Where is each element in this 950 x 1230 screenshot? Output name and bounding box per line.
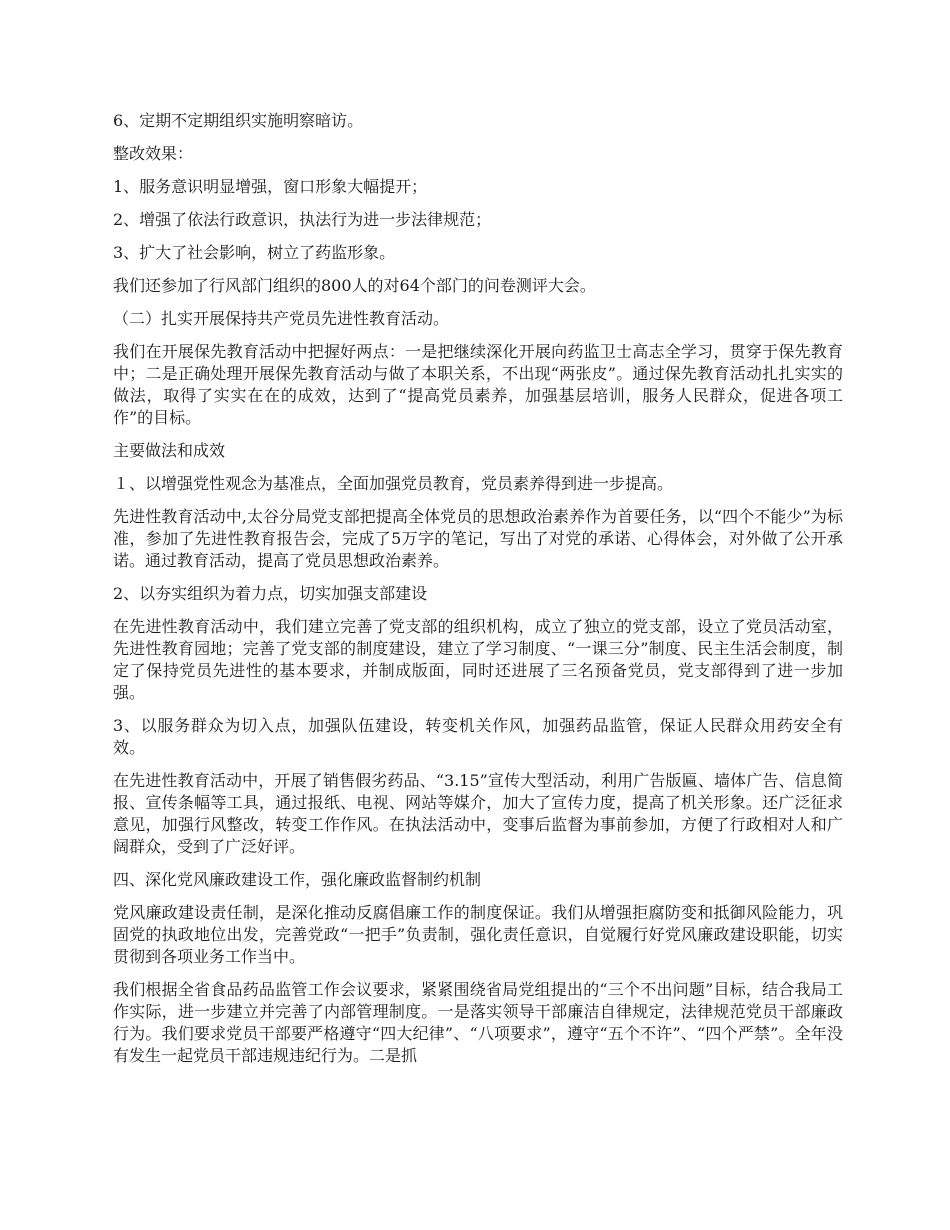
paragraph: 我们还参加了行风部门组织的800人的对64个部门的问卷测评大会。 bbox=[113, 276, 596, 295]
section-heading: 主要做法和成效 bbox=[113, 441, 226, 460]
paragraph: 先进性教育活动中,太谷分局党支部把提高全体党员的思想政治素养作为首要任务，以“四个不能少”为标准，参加了先进性教育报告会，完成了5万字的笔记，写出了对党的承诺、心得体会，对外做了公开承诺。通过教育活动，提高了党员思想政治素养。 bbox=[113, 507, 843, 570]
paragraph: １、以增强党性观念为基准点，全面加强党员教育，党员素养得到进一步提高。 bbox=[113, 474, 674, 493]
paragraph: 党风廉政建设责任制，是深化推动反腐倡廉工作的制度保证。我们从增强拒腐防变和抵御风险能力，巩固党的执政地位出发，完善党政“一把手”负责制，强化责任意识，自觉履行好党风廉政建设职能，切实贯彻到各项业务工作当中。 bbox=[113, 903, 843, 966]
section-heading: 四、深化党风廉政建设工作，强化廉政监督制约机制 bbox=[113, 870, 482, 889]
paragraph: 3、以服务群众为切入点，加强队伍建设，转变机关作风，加强药品监管，保证人民群众用药安全有效。 bbox=[113, 716, 843, 757]
paragraph: 整改效果： bbox=[113, 144, 194, 163]
document-page bbox=[113, 110, 843, 1078]
paragraph: 在先进性教育活动中，我们建立完善了党支部的组织机构，成立了独立的党支部，设立了党员活动室，先进性教育园地；完善了党支部的制度建设，建立了学习制度、“一课三分”制度、民主生活会制度，制定了保持党员先进性的基本要求，并制成版面，同时还进展了三名预备党员，党支部得到了进一步加强。 bbox=[113, 617, 843, 702]
paragraph: 2、增强了依法行政意识，执法行为进一步法律规范； bbox=[113, 210, 492, 229]
paragraph: 我们在开展保先教育活动中把握好两点：一是把继续深化开展向药监卫士高志全学习，贯穿于保先教育中；二是正确处理开展保先教育活动与做了本职关系，不出现“两张皮”。通过保先教育活动扎扎实实的做法，取得了实实在在的成效，达到了“提高党员素养，加强基层培训，服务人民群众，促进各项工作”的目标。 bbox=[113, 342, 843, 427]
paragraph: 我们根据全省食品药品监管工作会议要求，紧紧围绕省局党组提出的“三个不出问题”目标，结合我局工作实际，进一步建立并完善了内部管理制度。一是落实领导干部廉洁自律规定，法律规范党员干部廉政行为。我们要求党员干部要严格遵守“四大纪律”、“八项要求”，遵守“五个不许”、“四个严禁”。全年没有发生一起党员干部违规违纪行为。二是抓 bbox=[113, 980, 843, 1065]
paragraph: 2、以夯实组织为着力点，切实加强支部建设 bbox=[113, 584, 428, 603]
paragraph: 3、扩大了社会影响，树立了药监形象。 bbox=[113, 243, 396, 262]
paragraph: 1、服务意识明显增强，窗口形象大幅提开； bbox=[113, 177, 428, 196]
paragraph: 在先进性教育活动中，开展了销售假劣药品、“3.15”宣传大型活动，利用广告版匾、墙体广告、信息简报、宣传条幅等工具，通过报纸、电视、网站等媒介，加大了宣传力度，提高了机关形象。还广泛征求意见，加强行风整改，转变工作作风。在执法活动中，变事后监督为事前参加，方便了行政相对人和广阔群众，受到了广泛好评。 bbox=[113, 771, 843, 856]
section-heading: （二）扎实开展保持共产党员先进性教育活动。 bbox=[113, 309, 450, 328]
paragraph: 6、定期不定期组织实施明察暗访。 bbox=[113, 111, 364, 130]
